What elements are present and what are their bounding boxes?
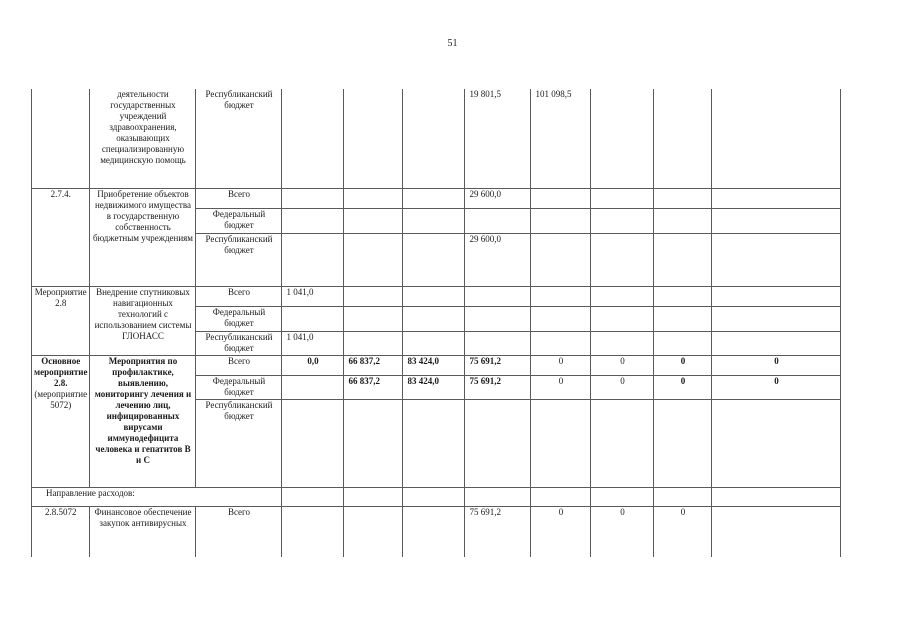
code-cell: Мероприятие 2.8 — [32, 286, 90, 355]
amount-cell: 0 — [591, 355, 654, 375]
amount-cell: 1 041,0 — [282, 331, 344, 355]
table-row — [32, 487, 841, 506]
amount-cell: 1 041,0 — [282, 286, 344, 306]
table-row — [32, 355, 841, 375]
amount-cell: 0 — [531, 355, 591, 375]
code-cell — [32, 89, 90, 188]
funding-source: Всего — [196, 506, 282, 557]
page-number: 51 — [447, 38, 458, 49]
amount-cell: 101 098,5 — [531, 89, 591, 188]
amount-cell: 66 837,2 — [344, 375, 403, 399]
amount-cell: 0 — [712, 375, 841, 399]
amount-cell: 29 600,0 — [465, 188, 531, 208]
code-cell — [32, 355, 90, 487]
funding-source: Федеральный бюджет — [196, 306, 282, 331]
measure-name: деятельности государственных учреждений здравоохранения, оказывающих специализированную медицинскую помощь — [90, 89, 196, 188]
funding-source: Федеральный бюджет — [196, 208, 282, 233]
measure-name: Мероприятия по профилактике, выявлению, мониторингу лечения и лечению лиц, инфицированных вирусами иммунодефицита человека и гепатитов В и С — [90, 355, 196, 487]
funding-source: Всего — [196, 286, 282, 306]
table-row — [32, 286, 841, 306]
expense-direction-label: Направление расходов: — [32, 487, 282, 506]
amount-cell: 29 600,0 — [465, 233, 531, 286]
measure-name: Приобретение объектов недвижимого имущества в государственную собственность бюджетным учреждениям — [90, 188, 196, 286]
amount-cell: 0 — [591, 375, 654, 399]
amount-cell: 83 424,0 — [403, 375, 465, 399]
amount-cell: 0 — [654, 355, 712, 375]
table-row — [32, 89, 841, 188]
funding-source: Республиканский бюджет — [196, 89, 282, 188]
amount-cell: 19 801,5 — [465, 89, 531, 188]
amount-cell: 0 — [654, 375, 712, 399]
code-cell: 2.7.4. — [32, 188, 90, 286]
funding-source: Федеральный бюджет — [196, 375, 282, 399]
funding-source: Республиканский бюджет — [196, 233, 282, 286]
amount-cell: 0 — [654, 506, 712, 557]
measure-name: Финансовое обеспечение закупок антивирусных — [90, 506, 196, 557]
budget-table — [31, 89, 841, 557]
funding-source: Республиканский бюджет — [196, 331, 282, 355]
main-measure-code: Основное мероприятие 2.8. — [34, 355, 88, 388]
amount-cell: 0 — [591, 506, 654, 557]
code-cell: 2.8.5072 — [32, 506, 90, 557]
amount-cell: 75 691,2 — [465, 506, 531, 557]
table-row — [32, 506, 841, 557]
amount-cell: 0 — [531, 375, 591, 399]
amount-cell: 0 — [531, 506, 591, 557]
amount-cell: 75 691,2 — [465, 355, 531, 375]
amount-cell: 0 — [712, 355, 841, 375]
measure-note: (мероприятие 5072) — [34, 388, 88, 410]
amount-cell: 0,0 — [282, 355, 344, 375]
table-row — [32, 188, 841, 208]
funding-source: Всего — [196, 355, 282, 375]
measure-name: Внедрение спутниковых навигационных технологий с использованием системы ГЛОНАСС — [90, 286, 196, 355]
amount-cell: 83 424,0 — [403, 355, 465, 375]
funding-source: Всего — [196, 188, 282, 208]
amount-cell: 75 691,2 — [465, 375, 531, 399]
funding-source: Республиканский бюджет — [196, 399, 282, 487]
amount-cell: 66 837,2 — [344, 355, 403, 375]
